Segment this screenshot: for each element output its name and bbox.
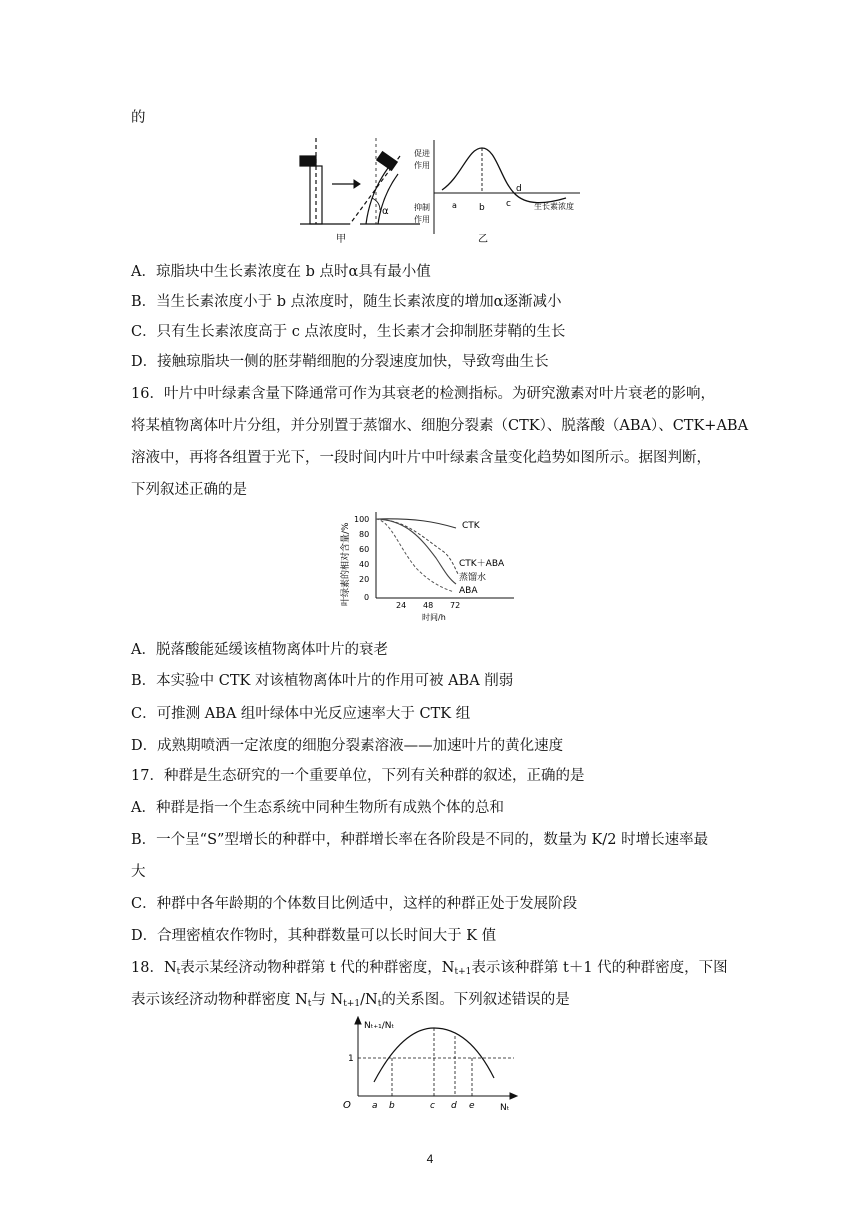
series-aba-line (376, 519, 454, 592)
y-tick-40: 40 (359, 560, 370, 569)
y-tick-0: 0 (364, 593, 370, 602)
q17-stem: 17．种群是生态研究的一个重要单位，下列有关种群的叙述，正确的是 (131, 768, 585, 784)
y-tick-100: 100 (354, 515, 370, 524)
label-yi: 乙 (478, 234, 488, 245)
series-label-water: 蒸馏水 (459, 573, 487, 583)
point-c: c (430, 1101, 435, 1111)
auxin-concentration-graph (434, 140, 580, 234)
y-axis-label: Nₜ₊₁/Nₜ (364, 1021, 395, 1031)
point-b: b (389, 1101, 395, 1111)
x-axis-label: Nₜ (500, 1103, 510, 1112)
q16-option-b: B．本实验中 CTK 对该植物离体叶片的作用可被 ABA 削弱 (131, 673, 514, 689)
q17-option-a: A．种群是指一个生态系统中同种生物所有成熟个体的总和 (131, 800, 504, 816)
guide-lines (392, 1028, 472, 1096)
x-axis-label: 生长素浓度 (534, 202, 574, 211)
point-b: b (479, 203, 485, 213)
q15-option-c: C．只有生长素浓度高于 c 点浓度时，生长素才会抑制胚芽鞘的生长 (131, 324, 566, 340)
origin-label: O (343, 1100, 351, 1111)
q16-stem-line-1: 16．叶片中叶绿素含量下降通常可作为其衰老的检测指标。为研究激素对叶片衰老的影响， (131, 386, 715, 402)
q16-option-a: A．脱落酸能延缓该植物离体叶片的衰老 (131, 642, 388, 658)
q15-figure (290, 138, 600, 248)
page-number: 4 (426, 1152, 434, 1166)
q18-density-ratio-graph (338, 1016, 528, 1112)
q15-option-a: A．琼脂块中生长素浓度在 b 点时α具有最小值 (131, 264, 431, 280)
q16-stem-line-3: 溶液中，再将各组置于光下，一段时间内叶片中叶绿素含量变化趋势如图所示。据图判断， (131, 450, 711, 466)
y-tick-80: 80 (359, 530, 370, 539)
y-tick-20: 20 (359, 575, 370, 584)
y-promote-label-1: 促进 (414, 149, 430, 158)
q18-text: 18．N (131, 960, 177, 976)
subscript: t (377, 999, 382, 1009)
q18-stem-line-2 (131, 990, 570, 1014)
series-label-ctk: CTK (462, 521, 480, 531)
alpha-label: α (382, 206, 389, 217)
x-axis-label: 时间/h (422, 613, 446, 622)
y-inhibit-label-1: 抑制 (414, 203, 430, 212)
continued-text: 的 (131, 110, 146, 126)
ratio-one-label: 1 (348, 1054, 354, 1064)
point-e: e (469, 1101, 475, 1111)
x-tick-72: 72 (450, 601, 461, 610)
point-a: a (452, 201, 457, 210)
subscript: t+1 (343, 999, 361, 1009)
point-c: c (506, 199, 511, 209)
subscript: t (307, 999, 312, 1009)
subscript: t+1 (454, 967, 472, 977)
q18-text: 表示该种群第 t＋1 代的种群密度，下图 (471, 960, 728, 976)
q16-stem-line-2: 将某植物离体叶片分组，并分别置于蒸馏水、细胞分裂素（CTK）、脱落酸（ABA）、CTK+ABA (131, 418, 749, 434)
subscript: t (176, 967, 181, 977)
q18-text: 与 N (311, 992, 344, 1008)
series-label-ctk-aba: CTK＋ABA (459, 559, 505, 569)
point-d: d (451, 1101, 457, 1111)
q18-stem-line-1 (131, 958, 728, 982)
label-jia: 甲 (336, 234, 346, 245)
x-tick-24: 24 (396, 601, 407, 610)
point-a: a (372, 1101, 378, 1111)
q16-stem-line-4: 下列叙述正确的是 (131, 482, 247, 498)
point-d: d (516, 184, 522, 194)
q18-text: /N (360, 992, 378, 1008)
y-promote-label-2: 作用 (414, 161, 430, 170)
q17-option-d: D．合理密植农作物时，其种群数量可以长时间大于 K 值 (131, 928, 497, 944)
q16-option-c: C．可推测 ABA 组叶绿体中光反应速率大于 CTK 组 (131, 706, 471, 722)
q17-option-b-continued: 大 (131, 864, 146, 880)
coleoptile-upright-diagram (300, 138, 350, 224)
q17-option-b: B．一个呈“S”型增长的种群中，种群增长率在各阶段是不同的，数量为 K/2 时增长速率最 (131, 832, 709, 848)
q18-text: 表示该经济动物种群密度 N (131, 992, 308, 1008)
series-label-aba: ABA (459, 586, 478, 596)
q15-option-b: B．当生长素浓度小于 b 点浓度时，随生长素浓度的增加α逐渐减小 (131, 294, 562, 310)
q15-option-d: D．接触琼脂块一侧的胚芽鞘细胞的分裂速度加快，导致弯曲生长 (131, 354, 549, 370)
q17-option-c: C．种群中各年龄期的个体数目比例适中，这样的种群正处于发展阶段 (131, 896, 578, 912)
q18-text: 表示某经济动物种群第 t 代的种群密度，N (180, 960, 455, 976)
x-tick-48: 48 (423, 601, 434, 610)
arrow-icon (332, 180, 360, 188)
y-axis-label: 叶绿素的相对含量/% (341, 522, 351, 606)
q18-text: 的关系图。下列叙述错误的是 (381, 992, 570, 1008)
q16-chlorophyll-chart (336, 506, 526, 622)
y-tick-60: 60 (359, 545, 370, 554)
q16-option-d: D．成熟期喷洒一定浓度的细胞分裂素溶液——加速叶片的黄化速度 (131, 738, 564, 754)
y-inhibit-label-2: 作用 (414, 215, 430, 224)
